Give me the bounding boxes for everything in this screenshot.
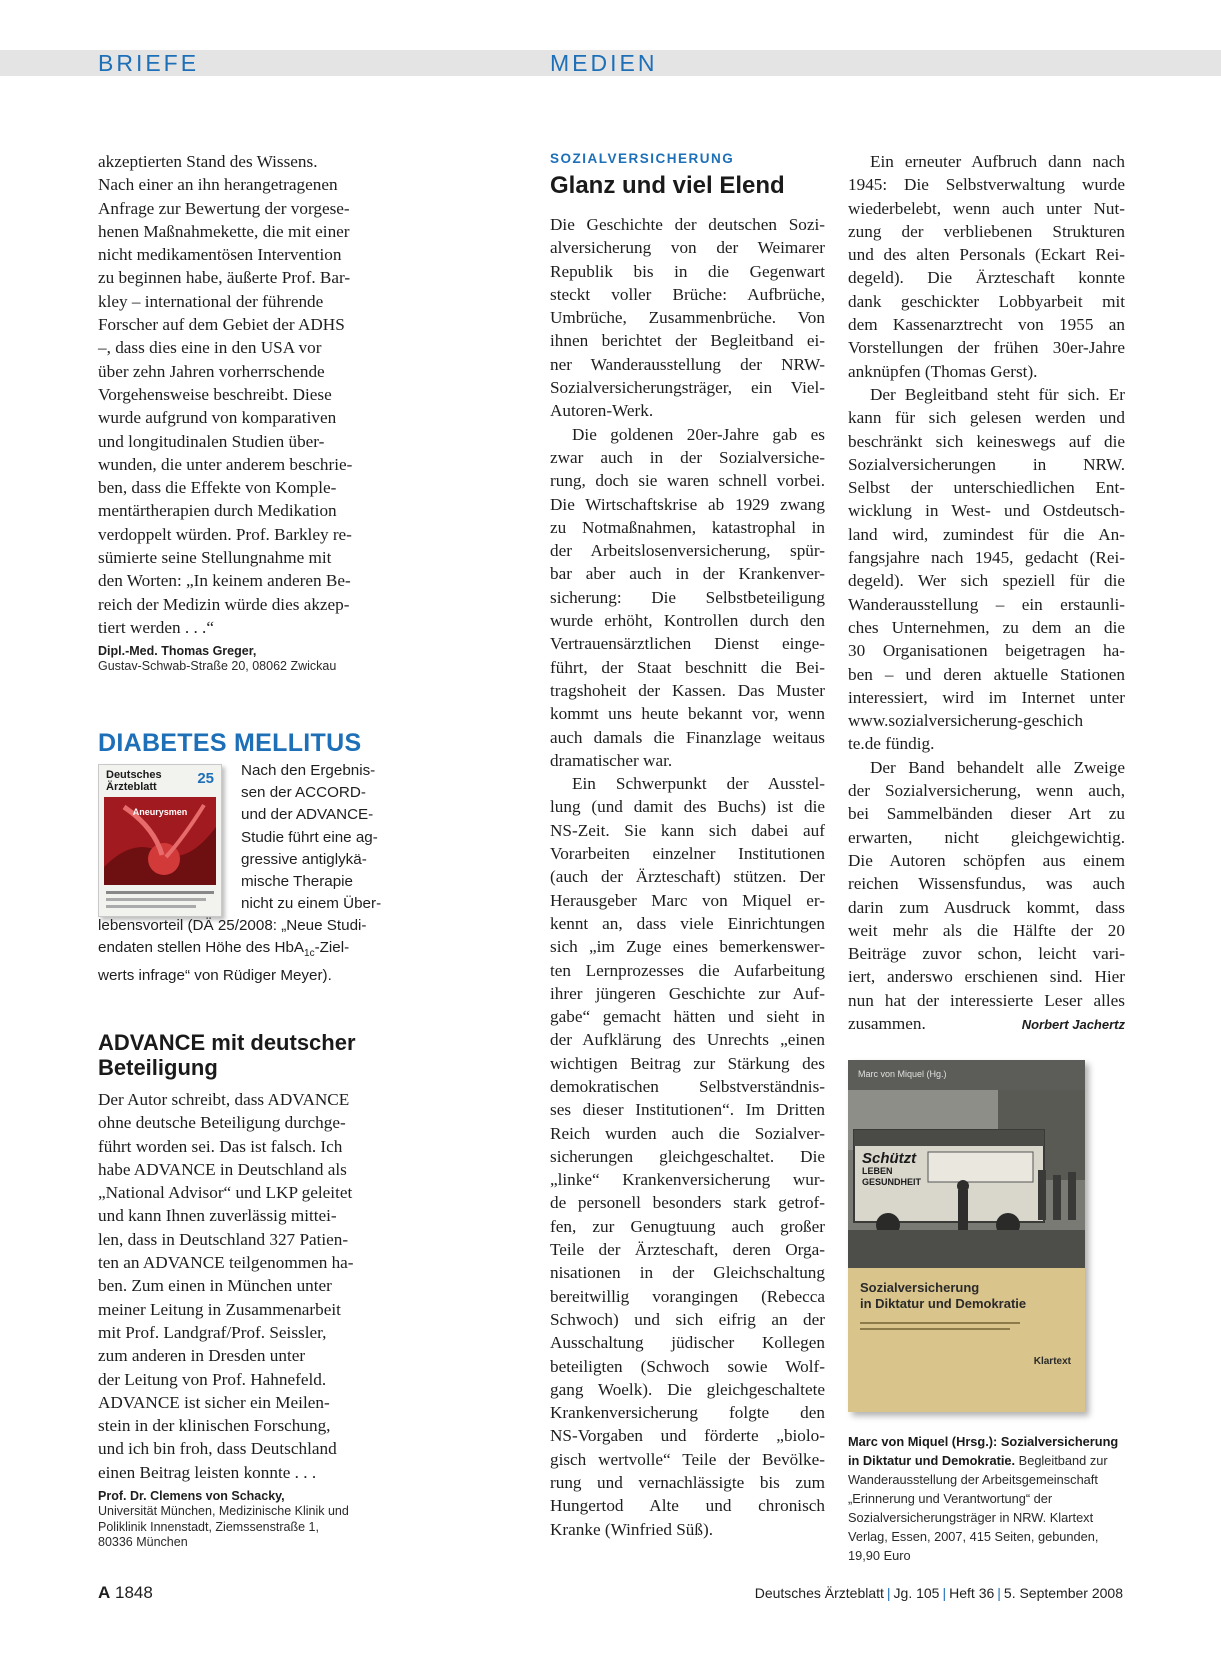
advance-line: stein in der klinischen Forschung, — [98, 1416, 331, 1436]
text-line: degeld). Wer sich speziell für die — [848, 571, 1125, 591]
text-line: nun hat der interessierte Leser alles — [848, 990, 1125, 1010]
text-line: darin zum Ausdruck kommt, dass — [848, 897, 1125, 917]
text-line: Die Autoren schöpfen aus einem — [848, 850, 1125, 870]
diabetes-heading: DIABETES MELLITUS — [98, 729, 362, 757]
text-line: Umbrüche, Zusammenbrüche. Von — [550, 308, 825, 328]
text-line: demokratischen Selbstverständnis- — [550, 1076, 825, 1096]
advance-line: einen Beitrag leisten konnte . . . — [98, 1462, 317, 1482]
text-line: weit mehr als die Hälfte der 20 — [848, 920, 1125, 940]
text-line: fangsjahre nach 1945, gedacht (Rei- — [848, 548, 1125, 568]
text-line: bar aber auch in der Krankenver- — [550, 564, 825, 584]
text-line: iert, anderswo erschienen sind. Hier — [848, 967, 1125, 987]
diabetes-line-part: endaten stellen Höhe des HbA — [98, 939, 305, 957]
book-title-line: in Diktatur und Demokratie — [860, 1296, 1027, 1311]
advance-author: Prof. Dr. Clemens von Schacky, — [98, 1489, 285, 1504]
diabetes-line: nicht zu einem Über- — [241, 895, 382, 913]
text-line: NS-Zeit. Sie kann sich dabei auf — [550, 820, 825, 840]
text-line: Teile der Ärzteschaft, deren Orga- — [550, 1240, 825, 1260]
text-line: ben – und deren aktuelle Stationen — [848, 664, 1125, 684]
letter-line: wurde aufgrund von komparativen — [98, 408, 337, 428]
letter-line: nicht medikamentösen Intervention — [98, 245, 342, 265]
text-line: der Sozialversicherung, wenn auch, — [848, 781, 1125, 801]
review-paragraph — [848, 383, 1125, 756]
diabetes-line-part: -Ziel- — [314, 939, 350, 957]
text-line: Hungertod Alte und chronisch — [550, 1496, 825, 1516]
diabetes-line: Nach den Ergebnis- — [241, 762, 376, 779]
text-line: zu Notmaßnahmen, katastrophal in — [550, 517, 825, 537]
text-line: Die Wirtschaftskrise ab 1929 zwang — [550, 494, 825, 514]
page-number — [98, 1583, 153, 1603]
text-line: wurde erhöht, Kontrollen durch den — [550, 611, 825, 631]
advance-line: ohne deutsche Beteiligung durchge- — [98, 1113, 346, 1133]
text-line: degeld). Die Ärzteschaft konnte — [848, 268, 1125, 288]
text-line: Selbst der unterschiedlichen Ent- — [848, 478, 1125, 498]
letter-line: wunden, die unter anderem beschrie- — [98, 454, 353, 474]
text-line: 1945: Die Selbstverwaltung wurde — [848, 175, 1125, 195]
text-line: Ein erneuter Aufbruch dann nach — [870, 152, 1125, 171]
book-caption — [848, 1432, 1128, 1565]
advance-heading-line2: Beteiligung — [98, 1055, 218, 1080]
text-line: ihrer jüngeren Geschichte zur Auf- — [550, 983, 825, 1003]
text-line: Die goldenen 20er-Jahre gab es — [572, 424, 825, 444]
text-line: Ein Schwerpunkt der Ausstel- — [572, 774, 825, 794]
text-line: wiederbelebt, wenn auch unter Nut- — [848, 198, 1125, 218]
text-line: gang Woelk). Die gleichgeschaltete — [550, 1379, 825, 1399]
text-line: wichtigen Beitrag zur Stärkung des — [550, 1053, 825, 1073]
text-line: www.sozialversicherung-geschich — [848, 711, 1084, 731]
book-editor: Marc von Miquel (Hg.) — [858, 1069, 947, 1079]
text-line: beteiligten (Schwoch sowie Wolf- — [550, 1356, 825, 1376]
advance-line: führt worden sei. Das ist falsch. Ich — [98, 1136, 343, 1156]
text-line: Schwoch) und sich eifrig an der — [550, 1309, 825, 1329]
text-line: nisationen in der Gleichschaltung — [550, 1263, 825, 1283]
book-title-line: Sozialversicherung — [860, 1280, 980, 1295]
text-line: Republik bis in die Gegenwart — [550, 261, 825, 281]
letter-greger-body — [98, 150, 383, 639]
advance-line: mit Prof. Landgraf/Prof. Seissler, — [98, 1322, 327, 1342]
text-line: interessiert, wird im Internet unter — [848, 687, 1125, 707]
cover-brand-line1: Deutsches — [106, 769, 162, 781]
text-line: land wird, zumindest für die An- — [848, 524, 1125, 544]
book-title — [860, 1280, 1026, 1312]
letter-line: und longitudinalen Studien über- — [98, 431, 325, 451]
advance-line: meiner Leitung in Zusammenarbeit — [98, 1299, 341, 1319]
book-subtitle-line — [860, 1328, 1010, 1330]
page-prefix: A — [98, 1583, 111, 1602]
footer-volume: Jg. 105 — [893, 1585, 940, 1601]
advance-address-line: Universität München, Medizinische Klinik und — [98, 1504, 349, 1519]
footer-issue: Heft 36 — [949, 1585, 995, 1601]
text-line: rung, doch sie waren schnell vorbei. — [550, 471, 825, 491]
text-line: zung der verbliebenen Strukturen — [848, 221, 1125, 241]
letter-line: Nach einer an ihn herangetragenen — [98, 175, 338, 195]
letter-column — [98, 150, 383, 675]
text-line: tragshoheit der Kassen. Das Muster — [550, 680, 825, 700]
diabetes-line: mische Therapie — [241, 873, 353, 891]
letter-greger-author: Dipl.-Med. Thomas Greger, — [98, 644, 257, 659]
text-line: Autoren-Werk. — [550, 401, 654, 421]
letter-line: mentärtherapien durch Medikation — [98, 501, 337, 521]
advance-letter-body — [98, 1088, 398, 1484]
text-line: te.de fündig. — [848, 734, 935, 754]
text-line: Sozialversicherungen in NRW. — [848, 454, 1125, 474]
diabetes-line: werts infrage“ von Rüdiger Meyer). — [98, 967, 332, 985]
text-line: führt, der Staat beschnitt die Bei- — [550, 657, 825, 677]
letter-line: sümierte seine Stellungnahme mit — [98, 548, 332, 568]
diabetes-line: sen der ACCORD- — [241, 784, 366, 802]
text-line: ihnen berichtet der Begleitband ei- — [550, 331, 825, 351]
text-line: bereitwillig vorangingen (Rebecca — [550, 1286, 825, 1306]
text-line: gabe“ gemacht hätten und sieht in — [550, 1007, 825, 1027]
text-line: (auch der Ärzteschaft) stützen. Der — [550, 867, 825, 887]
text-line: der Aufklärung des Unrechts „einen — [550, 1030, 825, 1050]
advance-line: und kann Ihnen zuverlässig mittei- — [98, 1206, 337, 1226]
book-subtitle-line — [860, 1322, 1020, 1324]
advance-heading-line1: ADVANCE mit deutscher — [98, 1030, 356, 1055]
text-line: anknüpfen (Thomas Gerst). — [848, 361, 1038, 381]
footer-journal: Deutsches Ärzteblatt — [754, 1585, 884, 1601]
review-title: Glanz und viel Elend — [550, 172, 785, 199]
review-paragraph — [550, 423, 825, 772]
text-line: NS-Vorgaben und förderte „biolo- — [550, 1426, 825, 1446]
letter-line: henen Maßnahmekette, die mit einer — [98, 221, 350, 241]
book-caption-details: Begleitband zur Wanderausstellung der Arbeitsgemeinschaft „Erinnerung und Verantwortung“ der Sozialversicherungsträger in NRW. Klartext Verlag, Essen, 2007, 415 Seiten, gebunden, 19,90 Euro — [848, 1453, 1108, 1563]
text-line: dank geschickter Lobbyarbeit mit — [848, 291, 1125, 311]
advance-address — [98, 1504, 398, 1551]
letter-line: über zehn Jahren vorherrschende — [98, 361, 325, 381]
review-paragraph — [848, 150, 1125, 383]
text-line: zwar auch in der Sozialversiche- — [550, 447, 825, 467]
cover-text-line — [106, 898, 206, 901]
diabetes-line: lebensvorteil (DÄ 25/2008: „Neue Studi- — [98, 917, 367, 934]
footer-separator: | — [942, 1585, 947, 1601]
poster-line: LEBEN — [862, 1166, 893, 1176]
letter-line: Anfrage zur Bewertung der vorgese- — [98, 198, 350, 218]
advance-line: ben. Zum einen in München unter — [98, 1276, 332, 1296]
advance-line: und ich bin froh, dass Deutschland — [98, 1439, 337, 1459]
footer-separator: | — [886, 1585, 891, 1601]
letter-line: zu beginnen habe, äußerte Prof. Bar- — [98, 268, 351, 288]
review-paragraph — [550, 213, 825, 423]
text-line: Herausgeber Marc von Miquel er- — [550, 890, 825, 910]
diabetes-line: und der ADVANCE- — [241, 806, 374, 824]
review-body-right — [848, 150, 1125, 1012]
text-line: sicherung: Die Selbstbeteiligung — [550, 587, 825, 607]
text-line: Die Geschichte der deutschen Sozi- — [550, 215, 825, 234]
journal-footer — [755, 1585, 1123, 1601]
magazine-cover-thumbnail — [98, 764, 222, 917]
text-line: Reich wurden auch die Sozialver- — [550, 1123, 825, 1143]
cover-brand-line2: Ärzteblatt — [106, 781, 157, 793]
text-line: reichen Wissensfundus, was auch — [848, 874, 1125, 894]
text-line: bei Sammelbänden dieser Art zu — [848, 804, 1125, 824]
letter-line: akzeptierten Stand des Wissens. — [98, 152, 318, 171]
text-line: ches Unternehmen, zu dem an die — [848, 617, 1125, 637]
text-line: alversicherung von der Weimarer — [550, 238, 825, 258]
review-paragraph — [550, 772, 825, 1541]
advance-address-line: Poliklinik Innenstadt, Ziemssenstraße 1, — [98, 1519, 319, 1534]
text-line: auch damals die Finanzlage weitaus — [550, 727, 825, 747]
letter-greger-address: Gustav-Schwab-Straße 20, 08062 Zwickau — [98, 659, 337, 674]
book-cover-image — [848, 1060, 1085, 1412]
letter-line: kley – international der führende — [98, 291, 324, 311]
text-line: Wanderausstellung – ein erstaunli- — [848, 594, 1125, 614]
diabetes-text-full — [98, 915, 398, 988]
book-publisher: Klartext — [1033, 1356, 1071, 1367]
letter-line: den Worten: „In keinem anderen Be- — [98, 571, 351, 591]
review-kicker: SOZIALVERSICHERUNG — [550, 151, 735, 166]
review-column-left — [550, 150, 825, 1541]
advance-line: len, dass in Deutschland 327 Patien- — [98, 1229, 349, 1249]
book-cover-photo — [848, 1090, 1085, 1268]
book-cover-topband — [848, 1060, 1085, 1090]
text-line: Sozialversicherungsträger, ein Viel- — [550, 378, 825, 398]
cover-text-line — [106, 905, 196, 908]
hba1c-subscript: 1c — [304, 948, 315, 960]
text-line: dem Kassenarztrecht von 1955 an — [848, 315, 1125, 335]
text-line: Krankenversicherung folgte den — [550, 1403, 825, 1423]
text-line: Vorarbeiten einzelner Institutionen — [550, 844, 825, 864]
letter-line: verdoppelt würden. Prof. Barkley re- — [98, 524, 352, 544]
text-line: fen, zur Genugtuung auch großer — [550, 1216, 825, 1236]
text-line: ner Wanderausstellung der NRW- — [550, 354, 825, 374]
diabetes-text-wrapped — [241, 760, 391, 915]
advance-line: habe ADVANCE in Deutschland als — [98, 1159, 347, 1179]
text-line: Vertrauensärztlichen Dienst einge- — [550, 634, 825, 654]
cover-image — [104, 797, 216, 885]
text-line: 30 Organisationen beigetragen ha- — [848, 641, 1125, 661]
letter-line: reich der Medizin würde dies akzep- — [98, 594, 350, 614]
diabetes-line: Studie führt eine ag- — [241, 828, 378, 846]
cover-issue-number: 25 — [197, 770, 214, 787]
text-line: ten Lernprozesses die Aufarbeitung — [550, 960, 825, 980]
text-line: Der Band behandelt alle Zweige — [870, 757, 1125, 777]
text-line: Beiträge zuvor schon, leicht vari- — [848, 944, 1125, 964]
text-line: ses dieser Institutionen“. Im Dritten — [550, 1100, 825, 1120]
text-line: sich „im Zuge eines bemerkenswer- — [550, 937, 825, 957]
cover-text-line — [106, 891, 214, 894]
text-line: beschränkt sich keineswegs auf die — [848, 431, 1125, 451]
review-last-word: zusammen. — [848, 1013, 926, 1033]
text-line: de personell besonders stark getrof- — [550, 1193, 825, 1213]
text-line: kommt uns heute bekannt vor, wenn — [550, 704, 825, 724]
review-body-left — [550, 213, 825, 1541]
text-line: Ausschaltung jüdischer Kollegen — [550, 1333, 825, 1353]
text-line: steckt voller Brüche: Aufbrüche, — [550, 284, 825, 304]
section-header-briefe: BRIEFE — [98, 50, 200, 76]
cover-title: Aneurysmen — [132, 807, 188, 817]
text-line: Kranke (Winfried Süß). — [550, 1519, 714, 1539]
text-line: und des alten Personals (Eckart Rei- — [848, 245, 1125, 265]
advance-line: der Leitung von Prof. Hahnefeld. — [98, 1369, 327, 1389]
letter-line: –, dass dies eine in den USA vor — [98, 338, 322, 358]
page-number-value: 1848 — [115, 1583, 153, 1602]
text-line: kennt an, dass viele Einrichtungen — [550, 913, 825, 933]
footer-date: 5. September 2008 — [1003, 1585, 1123, 1601]
letter-line: Forscher auf dem Gebiet der ADHS — [98, 315, 345, 335]
diabetes-line — [98, 937, 398, 965]
advance-address-line: 80336 München — [98, 1535, 188, 1550]
text-line: Der Begleitband steht für sich. Er — [870, 384, 1125, 404]
text-line: Vorstellungen der frühen 30er-Jahre — [848, 338, 1125, 358]
text-line: erwarten, nicht gleichgewichtig. — [848, 827, 1125, 847]
letter-line: Vorgehensweise beschreibt. Diese — [98, 384, 332, 404]
text-line: sicherungen gleichgeschaltet. Die — [550, 1146, 825, 1166]
text-line: kann für sich gelesen werden und — [848, 408, 1125, 428]
advance-line: „National Advisor“ und LKP geleitet — [98, 1183, 353, 1203]
text-line: wicklung in West- und Ostdeutsch- — [848, 501, 1125, 521]
letter-line: tiert werden . . .“ — [98, 617, 214, 637]
text-line: gisch wertvolle“ Teile der Bevölke- — [550, 1449, 825, 1469]
advance-line: zum anderen in Dresden unter — [98, 1346, 306, 1366]
book-caption-title: Marc von Miquel (Hrsg.): Sozialversicherung in Diktatur und Demokratie. — [848, 1434, 1119, 1468]
advance-line: ADVANCE ist sicher ein Meilen- — [98, 1392, 330, 1412]
review-author: Norbert Jachertz — [1021, 1016, 1125, 1032]
text-line: rung und vernachlässigte bis zum — [550, 1473, 825, 1493]
text-line: „linke“ Krankenversicherung wur- — [550, 1170, 825, 1190]
footer-separator: | — [997, 1585, 1001, 1601]
poster-text — [862, 1152, 921, 1188]
text-line: dramatischer war. — [550, 750, 673, 770]
advance-line: Der Autor schreibt, dass ADVANCE — [98, 1090, 350, 1109]
diabetes-line: gressive antiglykä- — [241, 850, 367, 868]
section-header-medien: MEDIEN — [550, 50, 658, 76]
review-paragraph — [848, 756, 1125, 1012]
advance-line: ten an ADVANCE teilgenommen ha- — [98, 1253, 354, 1273]
text-line: lung (und damit des Buchs) ist die — [550, 797, 825, 817]
review-column-right — [848, 150, 1125, 1036]
text-line: der Arbeitslosenversicherung, spür- — [550, 541, 825, 561]
letter-line: ben, dass die Effekte von Komple- — [98, 478, 337, 498]
poster-line: Schützt — [862, 1150, 917, 1167]
poster-line: GESUNDHEIT — [862, 1177, 922, 1187]
advance-letter — [98, 1030, 398, 1551]
review-last-line — [848, 1012, 1125, 1036]
